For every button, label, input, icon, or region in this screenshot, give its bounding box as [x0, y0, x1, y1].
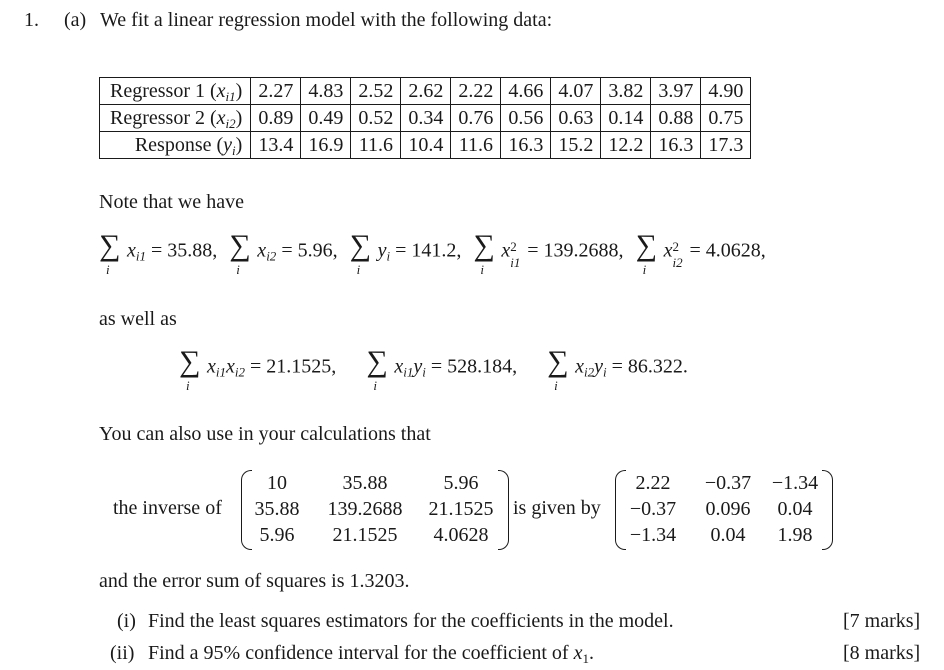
table-cell: 0.14 [601, 105, 651, 132]
summation-icon: ∑ i [366, 345, 388, 393]
table-cell: 0.56 [501, 105, 551, 132]
table-cell: 0.76 [451, 105, 501, 132]
table-cell: 0.89 [251, 105, 301, 132]
matrix-entry: 21.1525 [428, 498, 494, 520]
matrix-a-right-paren [498, 470, 509, 550]
part-i-text: Find the least squares estimators for the coefficients in the model. [148, 610, 674, 632]
table-cell: 16.3 [651, 132, 701, 159]
table-cell: 13.4 [251, 132, 301, 159]
matrix-a [241, 470, 509, 548]
row-label: Response $(y_i)$ [100, 132, 251, 159]
matrix-entry: −0.37 [629, 498, 677, 520]
table-cell: 0.75 [701, 105, 751, 132]
matrix-entry: 139.2688 [327, 498, 403, 520]
matrix-entry: 0.096 [705, 498, 751, 520]
table-cell: 2.52 [351, 78, 401, 105]
sum-term: ∑ i $x_{i1} = 35.88$, [99, 229, 218, 277]
matrix-entry: 5.96 [259, 524, 295, 546]
summation-icon: ∑ i [635, 229, 657, 277]
matrix-entry: 35.88 [254, 498, 300, 520]
matrix-b [615, 470, 833, 548]
matrix-entry: −1.34 [629, 524, 677, 546]
sum-term: ∑ i $x_{i1}y_i = 528.184$, [366, 345, 518, 393]
part-ii-marks: [8 marks] [843, 642, 921, 664]
sum-term: ∑ i $x_{i2} = 5.96$, [229, 229, 338, 277]
table-cell: 0.49 [301, 105, 351, 132]
table-cell: 12.2 [601, 132, 651, 159]
table-cell: 11.6 [451, 132, 501, 159]
table-cell: 0.34 [401, 105, 451, 132]
sum-term: ∑ i $x_{i2}y_i = 86.322$. [547, 345, 688, 393]
question-number: 1. [24, 9, 39, 31]
summation-icon: ∑ i [99, 229, 121, 277]
matrix-b-right-paren [822, 470, 833, 550]
table-row [100, 105, 751, 132]
table-cell: 0.63 [551, 105, 601, 132]
table-cell: 16.9 [301, 132, 351, 159]
table-cell: 4.66 [501, 78, 551, 105]
table-row [100, 132, 751, 159]
table-cell: 4.07 [551, 78, 601, 105]
part-i-label: (i) [117, 610, 136, 632]
matrix-entry: 0.04 [710, 524, 746, 546]
table-cell: 2.27 [251, 78, 301, 105]
sum-term: ∑ i x 2 i2 = 4.0628, [635, 229, 766, 277]
summation-icon: ∑ i [179, 345, 201, 393]
summation-icon: ∑ i [473, 229, 495, 277]
table-cell: 0.52 [351, 105, 401, 132]
matrix-entry: 4.0628 [433, 524, 489, 546]
matrix-entry: 2.22 [635, 472, 671, 494]
matrix-entry: 35.88 [342, 472, 388, 494]
inverse-of-text: the inverse of [113, 497, 222, 519]
part-ii-text: Find a 95% confidence interval for the coefficient of $x_1$. [148, 642, 594, 666]
matrix-entry: 10 [267, 472, 287, 494]
part-ii-label: (ii) [110, 642, 135, 664]
table-cell: 3.82 [601, 78, 651, 105]
row-label: Regressor 1 $(x_{i1})$ [100, 78, 251, 105]
as-well-as-text: as well as [99, 308, 177, 330]
note-text: Note that we have [99, 191, 244, 213]
table-cell: 0.88 [651, 105, 701, 132]
sums-line-2 [179, 345, 718, 393]
table-cell: 11.6 [351, 132, 401, 159]
table-cell: 4.83 [301, 78, 351, 105]
table-cell: 10.4 [401, 132, 451, 159]
table-cell: 15.2 [551, 132, 601, 159]
matrix-entry: −0.37 [704, 472, 752, 494]
also-use-text: You can also use in your calculations that [99, 423, 431, 445]
table-cell: 17.3 [701, 132, 751, 159]
sum-term: ∑ i x 2 i1 = 139.2688, [473, 229, 624, 277]
data-table [99, 77, 751, 159]
table-cell: 2.62 [401, 78, 451, 105]
summation-icon: ∑ i [229, 229, 251, 277]
matrix-entry: 21.1525 [332, 524, 398, 546]
table-cell: 2.22 [451, 78, 501, 105]
summation-icon: ∑ i [547, 345, 569, 393]
matrix-entry: 5.96 [443, 472, 479, 494]
question-intro: We fit a linear regression model with the following data: [100, 9, 553, 31]
matrix-entry: 0.04 [777, 498, 813, 520]
sum-term: ∑ i $y_i = 141.2$, [349, 229, 462, 277]
row-label: Regressor 2 $(x_{i2})$ [100, 105, 251, 132]
sum-term: ∑ i $x_{i1}x_{i2} = 21.1525$, [179, 345, 337, 393]
table-cell: 4.90 [701, 78, 751, 105]
matrix-entry: 1.98 [777, 524, 813, 546]
table-row [100, 78, 751, 105]
summation-icon: ∑ i [349, 229, 371, 277]
part-i-marks: [7 marks] [843, 610, 921, 632]
table-cell: 3.97 [651, 78, 701, 105]
table-cell: 16.3 [501, 132, 551, 159]
part-a-label: (a) [64, 9, 87, 31]
matrix-entry: −1.34 [771, 472, 819, 494]
sse-text: and the error sum of squares is 1.3203. [99, 570, 410, 592]
is-given-by-text: is given by [513, 497, 601, 519]
sums-line-1 [99, 229, 778, 277]
